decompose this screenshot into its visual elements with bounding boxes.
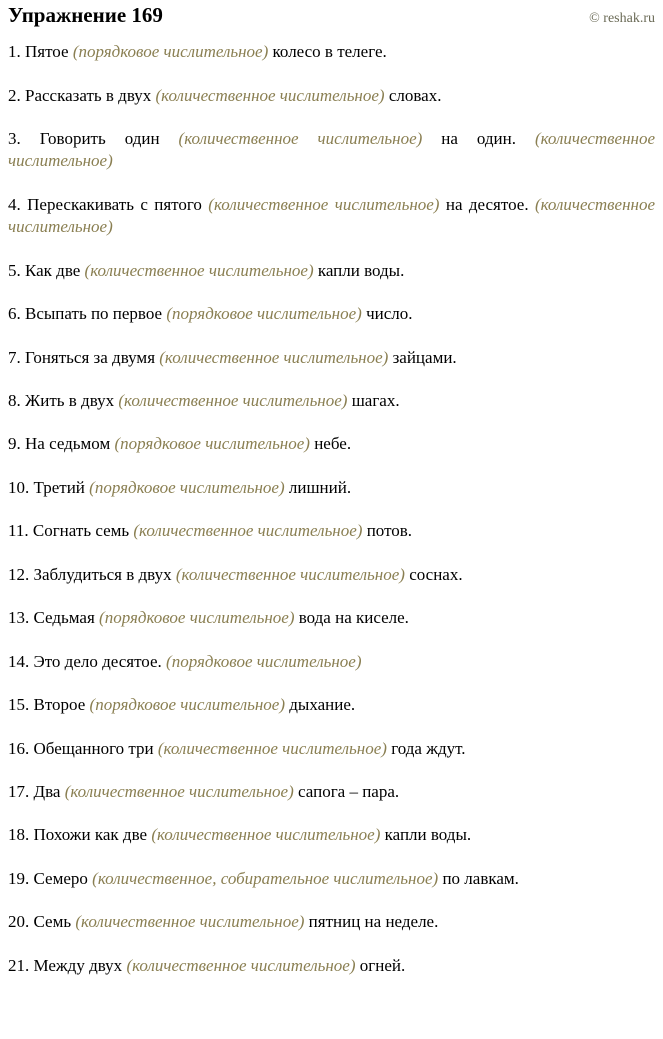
answer-text: число. <box>366 304 413 324</box>
grammar-note: (количественное числительное) <box>118 391 348 411</box>
answer-item <box>8 128 655 173</box>
page-header <box>8 4 655 27</box>
grammar-note: (порядковое числительное) <box>72 42 269 62</box>
page-title: Упражнение 169 <box>8 3 163 27</box>
answer-text: Седьмая <box>33 608 95 628</box>
answer-text: На седьмом <box>25 434 111 454</box>
grammar-note: (количественное числительное) <box>151 825 381 845</box>
answer-item <box>8 390 655 412</box>
answer-text: Второе <box>33 695 86 715</box>
answer-item <box>8 738 655 760</box>
answer-item <box>8 347 655 369</box>
answer-text: года ждут. <box>391 738 466 758</box>
answer-item-number: 13. <box>8 608 30 628</box>
site-watermark: © reshak.ru <box>589 11 655 26</box>
answer-item-number: 2. <box>8 85 21 105</box>
grammar-note: (количественное числительное) <box>133 521 363 541</box>
answer-item <box>8 911 655 933</box>
answer-item <box>8 607 655 629</box>
answer-item-number: 14. <box>8 651 30 671</box>
answer-item <box>8 41 655 63</box>
answer-item-number: 12. <box>8 564 30 584</box>
answer-item-number: 6. <box>8 304 21 324</box>
answer-text: Похожи как две <box>33 825 148 845</box>
answer-text: Семеро <box>33 868 88 888</box>
grammar-note: (количественное числительное) <box>175 564 405 584</box>
answer-item-number: 9. <box>8 434 21 454</box>
answer-item-number: 10. <box>8 477 30 497</box>
grammar-note: (количественное, собирательное числительное) <box>92 868 439 888</box>
answer-text: потов. <box>366 521 413 541</box>
answer-item-number: 21. <box>8 955 30 975</box>
answer-item-number: 18. <box>8 825 30 845</box>
grammar-note: (порядковое числительное) <box>166 304 362 324</box>
answer-text: Говорить один <box>39 128 160 148</box>
answer-item-number: 15. <box>8 695 30 715</box>
answer-item-number: 19. <box>8 868 30 888</box>
answer-item-number: 8. <box>8 391 21 411</box>
answer-item-number: 16. <box>8 738 30 758</box>
answer-text: Перескакивать с пятого <box>27 194 202 214</box>
answer-item-number: 5. <box>8 260 21 280</box>
answer-item-number: 3. <box>8 128 21 148</box>
answer-text: огней. <box>359 955 406 975</box>
answer-item <box>8 694 655 716</box>
answer-text: сапога – пара. <box>298 781 400 801</box>
grammar-note: (количественное числительное) <box>75 912 305 932</box>
answer-text: Это дело десятое. <box>33 651 162 671</box>
answer-text: капли воды. <box>317 260 405 280</box>
grammar-note: (количественное числительное) <box>208 194 440 214</box>
answer-text: Обещанного три <box>33 738 154 758</box>
answer-text: на десятое. <box>445 194 529 214</box>
answer-text: Гоняться за двумя <box>25 347 156 367</box>
grammar-note: (количественное числительное) <box>8 128 656 171</box>
answer-text: Заблудиться в двух <box>33 564 172 584</box>
answer-text: по лавкам. <box>442 868 519 888</box>
answer-text: лишний. <box>288 477 352 497</box>
answer-item <box>8 260 655 282</box>
answer-text: небе. <box>314 434 352 454</box>
answer-text: шагах. <box>351 391 400 411</box>
answer-text: Как две <box>25 260 81 280</box>
answer-text: зайцами. <box>392 347 457 367</box>
answer-item <box>8 303 655 325</box>
grammar-note: (порядковое числительное) <box>89 695 285 715</box>
answer-item-number: 20. <box>8 912 30 932</box>
grammar-note: (порядковое числительное) <box>166 651 362 671</box>
grammar-note: (количественное числительное) <box>8 194 655 237</box>
answer-text: вода на киселе. <box>298 608 409 628</box>
answer-text: Всыпать по первое <box>25 304 163 324</box>
answer-item <box>8 433 655 455</box>
answer-item <box>8 194 655 239</box>
answer-item <box>8 955 655 977</box>
answer-text: Пятое <box>25 42 69 62</box>
grammar-note: (количественное числительное) <box>64 781 294 801</box>
answer-text: дыхание. <box>289 695 356 715</box>
grammar-note: (порядковое числительное) <box>89 477 285 497</box>
answer-text: Жить в двух <box>25 391 115 411</box>
answer-text: капли воды. <box>384 825 472 845</box>
answer-item <box>8 85 655 107</box>
answer-item <box>8 477 655 499</box>
exercise-answers-list <box>8 41 655 977</box>
answer-text: колесо в телеге. <box>272 42 387 62</box>
answer-text: пятниц на неделе. <box>308 912 439 932</box>
answer-text: словах. <box>388 85 442 105</box>
grammar-note: (количественное числительное) <box>178 128 423 148</box>
answer-item <box>8 824 655 846</box>
answer-text: Третий <box>33 477 85 497</box>
grammar-note: (количественное числительное) <box>159 347 389 367</box>
answer-item <box>8 520 655 542</box>
answer-text: соснах. <box>409 564 463 584</box>
grammar-note: (порядковое числительное) <box>114 434 310 454</box>
grammar-note: (количественное числительное) <box>84 260 314 280</box>
answer-text: Семь <box>33 912 72 932</box>
answer-item-number: 11. <box>8 521 29 541</box>
answer-item-number: 17. <box>8 781 30 801</box>
answer-item-number: 7. <box>8 347 21 367</box>
answer-text: Два <box>33 781 61 801</box>
answer-text: Согнать семь <box>32 521 130 541</box>
answer-item <box>8 651 655 673</box>
answer-item <box>8 564 655 586</box>
grammar-note: (количественное числительное) <box>155 85 385 105</box>
grammar-note: (количественное числительное) <box>157 738 387 758</box>
grammar-note: (количественное числительное) <box>126 955 356 975</box>
answer-item-number: 4. <box>8 194 21 214</box>
answer-text: Между двух <box>33 955 123 975</box>
grammar-note: (порядковое числительное) <box>99 608 295 628</box>
answer-text: Рассказать в двух <box>25 85 152 105</box>
answer-item-number: 1. <box>8 42 21 62</box>
answer-item <box>8 781 655 803</box>
answer-text: на один. <box>441 128 516 148</box>
answer-item <box>8 868 655 890</box>
